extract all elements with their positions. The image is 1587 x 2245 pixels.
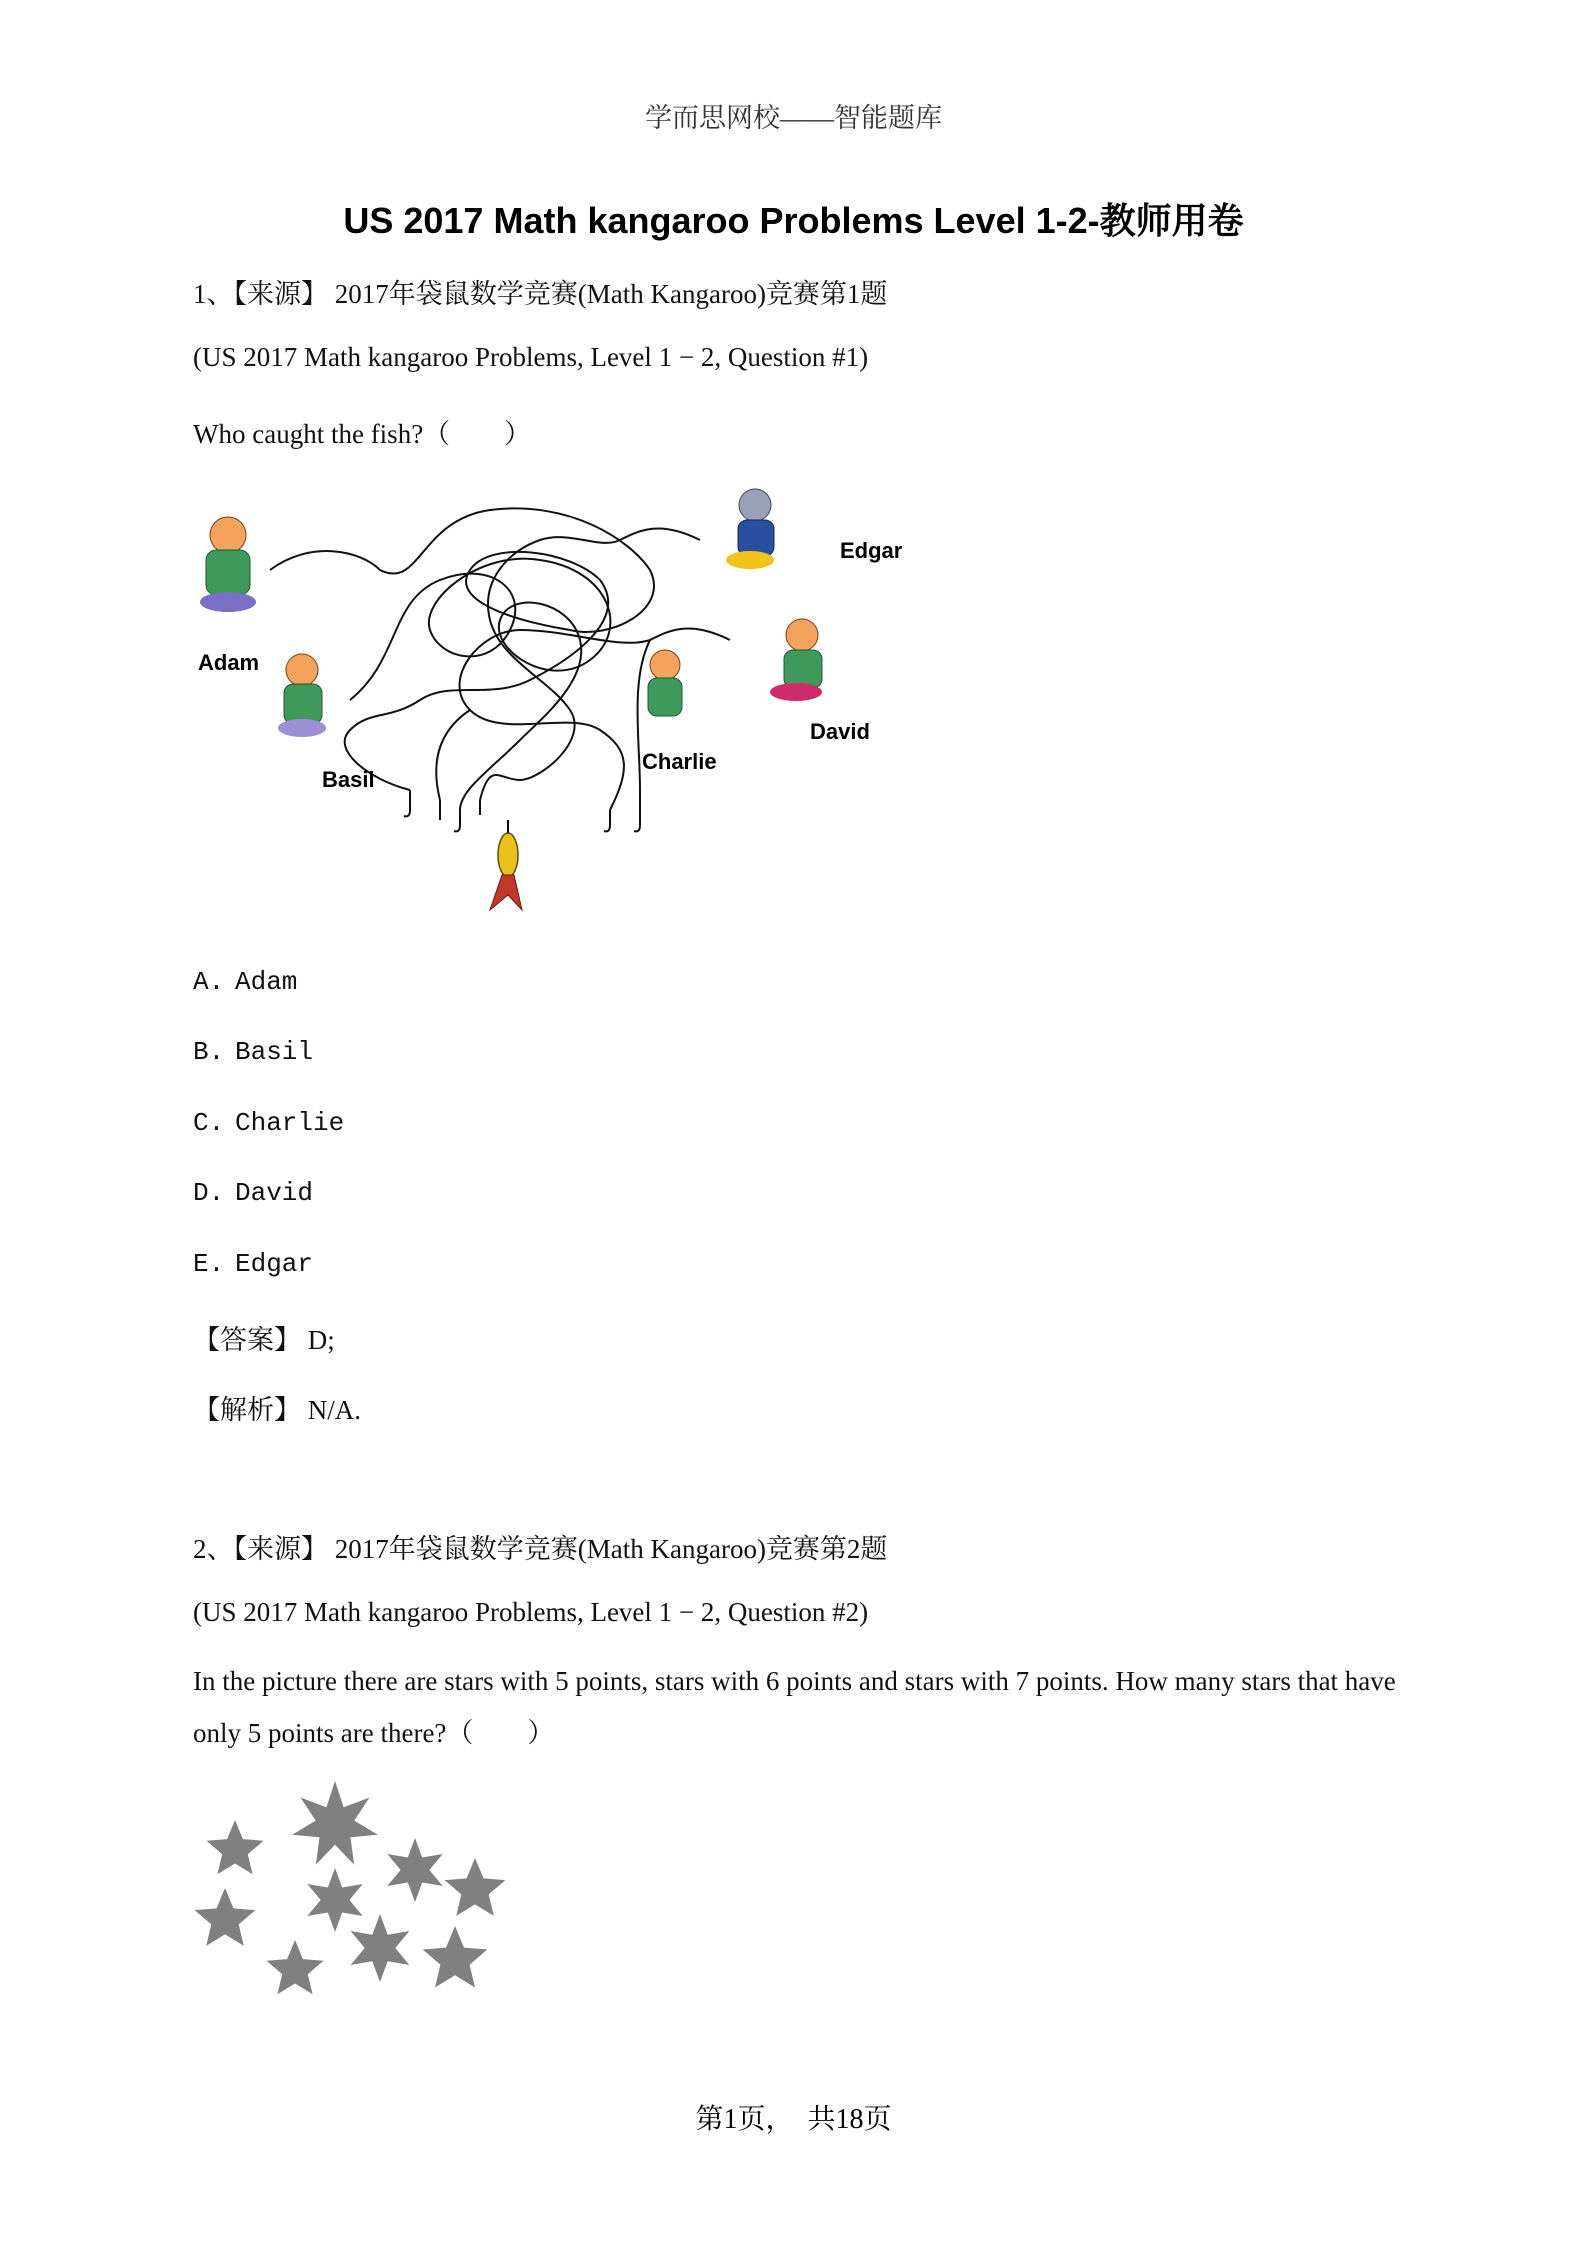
option-text: David [235, 1178, 314, 1208]
star-icon [423, 1926, 488, 1988]
question-2-source-line [193, 1527, 887, 1566]
question-1-option-c[interactable] [193, 1108, 344, 1138]
question-1-analysis [193, 1388, 361, 1427]
answer-tag: 【答案】 [193, 1325, 301, 1355]
star-icon [445, 1858, 506, 1916]
option-text: Edgar [235, 1249, 314, 1279]
question-2-source: 2017年袋鼠数学竞赛(Math Kangaroo)竞赛第2题 [334, 1534, 888, 1564]
analysis-tag: 【解析】 [193, 1395, 301, 1425]
option-letter: B. [193, 1037, 225, 1067]
question-1-number: 1、 [193, 279, 234, 309]
option-letter: E. [193, 1249, 225, 1279]
option-text: Adam [235, 967, 298, 997]
figure-label-edgar: Edgar [840, 538, 903, 563]
option-letter: A. [193, 967, 225, 997]
star-icon [292, 1781, 378, 1865]
star-icon [267, 1940, 324, 1994]
question-1-reference: (US 2017 Math kangaroo Problems, Level 1 − 2, Question #1) [193, 342, 869, 372]
star-icon [195, 1888, 256, 1946]
question-1-option-e[interactable] [193, 1249, 313, 1279]
question-1-source: 2017年袋鼠数学竞赛(Math Kangaroo)竞赛第1题 [334, 279, 888, 309]
question-2-prompt: In the picture there are stars with 5 points, stars with 6 points and stars with 7 points. How many stars that have only 5 points are there?（ ） [193, 1666, 1396, 1748]
cat-edgar-icon [726, 489, 774, 569]
option-letter: C. [193, 1108, 225, 1138]
page-header: 学而思网校——智能题库 [645, 103, 942, 133]
cat-david-icon [770, 619, 822, 701]
document-title: US 2017 Math kangaroo Problems Level 1-2-教师用卷 [343, 200, 1244, 241]
star-icon [307, 1868, 362, 1932]
figure-label-basil: Basil [322, 767, 375, 792]
figure-label-david: David [810, 719, 870, 744]
question-2-number: 2、 [193, 1534, 234, 1564]
question-2-reference: (US 2017 Math kangaroo Problems, Level 1 − 2, Question #2) [193, 1597, 869, 1627]
figure-label-charlie: Charlie [642, 749, 717, 774]
maze-fishing-cats-illustration [190, 480, 910, 930]
cat-charlie-icon [648, 650, 682, 716]
star-icon [351, 1914, 410, 1982]
star-icon [387, 1838, 442, 1902]
question-1-source-tag: 【来源】 [233, 279, 328, 309]
option-letter: D. [193, 1178, 225, 1208]
question-1-option-b[interactable] [193, 1037, 313, 1067]
figure-label-adam: Adam [198, 650, 260, 675]
question-1-source-line [193, 272, 887, 311]
question-1-option-d[interactable] [193, 1178, 313, 1208]
page-footer: 第1页， 共18页 [695, 2104, 892, 2135]
question-1-prompt: Who caught the fish?（ ） [193, 419, 532, 449]
question-1-option-a[interactable] [193, 967, 297, 997]
analysis-value: N/A. [307, 1395, 361, 1425]
question-2-source-tag: 【来源】 [233, 1534, 328, 1564]
cat-adam-icon [200, 517, 256, 612]
option-text: Basil [235, 1037, 314, 1067]
option-text: Charlie [235, 1108, 345, 1138]
cat-basil-icon [278, 654, 326, 737]
question-1-answer [193, 1318, 335, 1357]
star-icon [207, 1820, 264, 1874]
fish-icon [490, 820, 522, 910]
answer-value: D; [307, 1325, 335, 1355]
grey-stars-illustration [185, 1780, 525, 2010]
